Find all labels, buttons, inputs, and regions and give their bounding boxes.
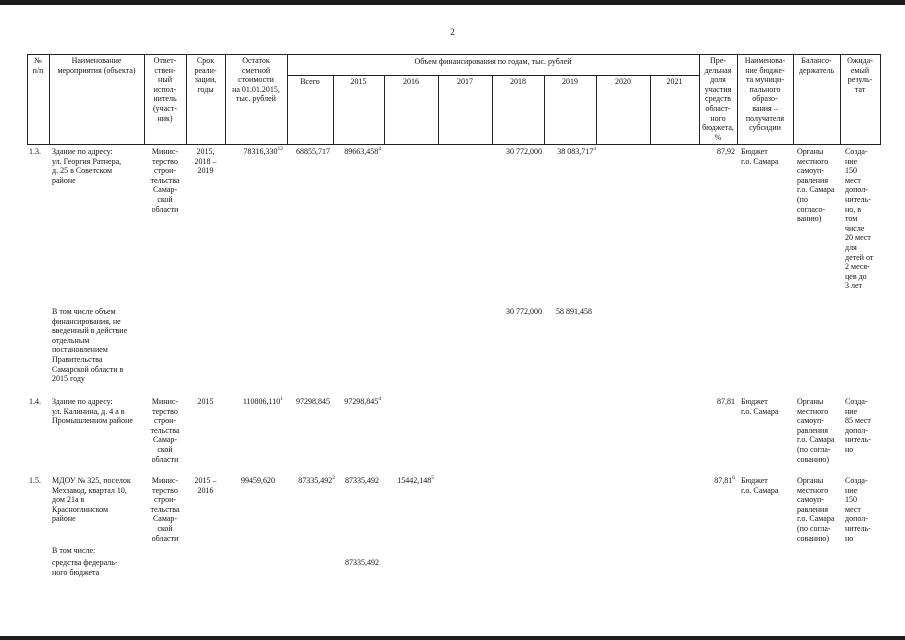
row-1-4-no: 1.4. — [29, 397, 41, 406]
header-share: Пре- дельная доля участия средств област- ного бюджета, % — [702, 56, 734, 142]
row-1-3-expected: Созда- ние 150 мест допол- нитель- но, в том числе 20 мест для детей от 2 меся- цев до 3 лет — [845, 147, 874, 291]
row-1-3-2018: 30 772,000 — [506, 147, 542, 156]
row-1-5-total: 87335,492$^2$ — [298, 475, 335, 485]
header-year-2021: 2021 — [666, 77, 683, 86]
header-remaining: Остаток сметной стоимости на 01.01.2015, тыс. рублей — [232, 56, 280, 104]
row-1-5-responsible: Минис- терство строи- тельства Самар- ской области — [150, 476, 180, 543]
row-1-3-no: 1.3. — [29, 147, 41, 156]
header-responsible: Ответ- ствен- ный испол- нитель (участ- ник) — [153, 56, 177, 123]
row-1-3-sub-name: В том числе объем финансирования, не введенный в действие отдельным постановлением Правительства Самарской области в 2015 году — [52, 307, 128, 384]
row-1-5-budget: Бюджет г.о. Самара — [741, 476, 779, 495]
row-1-5-including-label: В том числе: — [52, 546, 96, 555]
row-1-5-name: МДОУ № 325, поселок Мехзавод, квартал 10, дом 21а в Красноглинском районе — [52, 476, 131, 524]
row-1-4-name: Здание по адресу: ул. Калинина, д. 4 а в Промышленном районе — [52, 397, 133, 426]
row-1-3-holder: Органы местного самоуп- равления г.о. Самара (по согласо- ванию) — [797, 147, 835, 224]
header-year-2019: 2019 — [562, 77, 578, 86]
col-rule — [287, 54, 288, 145]
row-1-3-budget: Бюджет г.о. Самара — [741, 147, 779, 166]
row-1-4-expected: Созда- ние 85 мест допол- нитель- но — [845, 397, 871, 454]
row-1-4-share: 87,81 — [717, 397, 735, 406]
table-top-rule — [27, 54, 880, 55]
row-1-5-term: 2015 – 2016 — [194, 476, 217, 495]
row-1-3-remaining: 78316,330$^{12}$ — [243, 146, 283, 156]
row-1-3-name: Здание по адресу: ул. Георгия Ратнера, д. 25 в Советском районе — [52, 147, 122, 185]
col-rule — [880, 54, 881, 145]
row-1-5-holder: Органы местного самоуп- равления г.о. Самара (по согла- сованию) — [797, 476, 835, 543]
row-1-5-remaining: 99459,620 — [241, 476, 275, 485]
header-year-2020: 2020 — [615, 77, 631, 86]
row-1-5-expected: Созда- ние 150 мест допол- нитель- но — [845, 476, 871, 543]
row-1-3-sub-2019: 58 891,458 — [556, 307, 592, 316]
header-year-2018: 2018 — [510, 77, 526, 86]
header-year-2017: 2017 — [457, 77, 473, 86]
row-1-5-federal-name: средства федераль- ного бюджета — [52, 558, 118, 577]
row-1-4-holder: Органы местного самоуп- равления г.о. Самара (по согла- сованию) — [797, 397, 835, 464]
header-bottom-rule — [27, 144, 880, 145]
row-1-3-2015: 89663,458$^4$ — [344, 146, 381, 156]
row-1-4-term: 2015 — [197, 397, 214, 406]
header-no: № п/п — [32, 56, 44, 75]
row-1-4-2015: 97298,845$^4$ — [344, 396, 381, 406]
row-1-3-sub-2018: 30 772,000 — [506, 307, 542, 316]
row-1-5-no: 1.5. — [29, 476, 41, 485]
row-1-3-share: 87,92 — [717, 147, 735, 156]
row-1-5-2015: 87335,492 — [345, 476, 379, 485]
years-header-rule — [287, 75, 699, 76]
row-1-3-2019: 38 083,717$^4$ — [557, 146, 596, 156]
row-1-5-2016: 15442,148$^5$ — [397, 475, 434, 485]
row-1-3-total: 68855,717 — [296, 147, 330, 156]
header-total: Всего — [300, 77, 320, 86]
header-budget: Наименова- ние бюдже- та муници- пального образо- вания – получателя субсидии — [744, 56, 786, 133]
top-border-bar — [0, 0, 905, 5]
header-financing: Объем финансирования по годам, тыс. рублей — [414, 57, 572, 66]
header-holder: Балансо- держатель — [798, 56, 835, 75]
row-1-4-responsible: Минис- терство строи- тельства Самар- ской области — [150, 397, 180, 464]
row-1-4-total: 97298,845 — [296, 397, 330, 406]
header-term: Срок реали- зации, годы — [194, 56, 217, 94]
row-1-4-remaining: 110806,110$^1$ — [242, 396, 283, 406]
row-1-3-term: 2015, 2018 – 2019 — [194, 147, 217, 176]
row-1-3-responsible: Минис- терство строи- тельства Самар- ской области — [150, 147, 180, 214]
header-year-2015: 2015 — [350, 77, 367, 86]
header-name: Наименование мероприятия (объекта) — [57, 56, 136, 75]
page-number: 2 — [450, 27, 455, 37]
row-1-4-budget: Бюджет г.о. Самара — [741, 397, 779, 416]
row-1-5-share: 87,81$^6$ — [714, 475, 735, 485]
header-expected: Ожида- емый резуль- тат — [847, 56, 873, 94]
row-1-5-federal-2015: 87335,492 — [345, 558, 379, 567]
bottom-border-bar — [0, 636, 905, 640]
header-year-2016: 2016 — [403, 77, 419, 86]
